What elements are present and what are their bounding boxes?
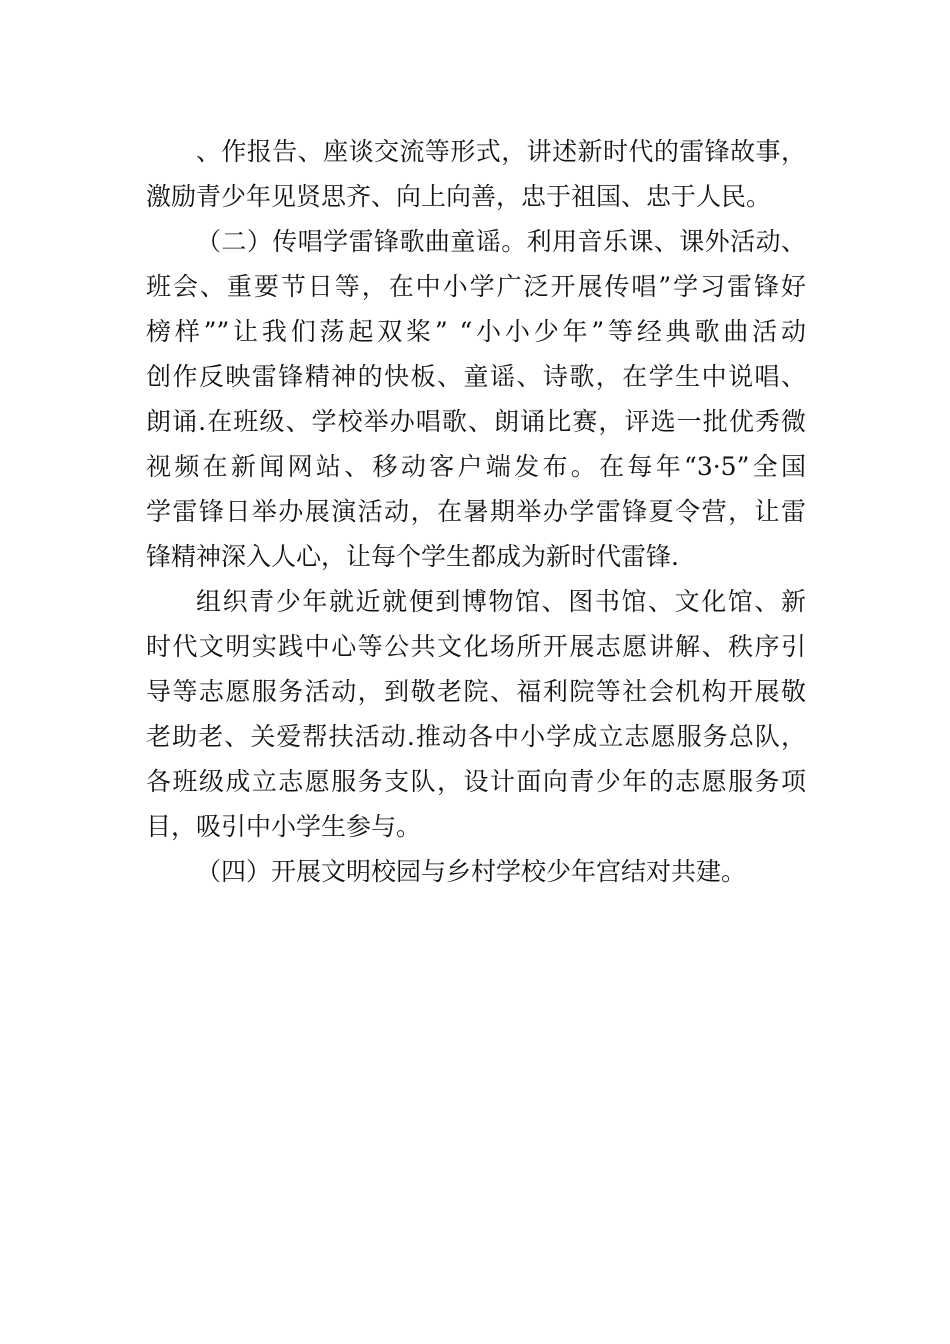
text-line: 创作反映雷锋精神的快板、童谣、诗歌，在学生中说唱、 [146,362,806,391]
text-line: 视频在新闻网站、移动客户端发布。在每年“3·5”全国 [146,452,806,481]
text-line: 目，吸引中小学生参与。 [146,812,422,841]
text-line: 各班级成立志愿服务支队，设计面向青少年的志愿服务项 [146,767,806,796]
text-line: 榜样””让我们荡起双桨” “小小少年”等经典歌曲活动 [146,317,806,346]
text-line: 老助老、关爱帮扶活动.推动各中小学成立志愿服务总队， [146,722,806,751]
text-line: 时代文明实践中心等公共文化场所开展志愿讲解、秩序引 [146,632,806,661]
text-line: 导等志愿服务活动，到敬老院、福利院等社会机构开展敬 [146,677,806,706]
text-line: 组织青少年就近就便到博物馆、图书馆、文化馆、新 [196,587,806,616]
text-line: （二）传唱学雷锋歌曲童谣。利用音乐课、课外活动、 [196,227,806,256]
text-line: 、作报告、座谈交流等形式，讲述新时代的雷锋故事， [196,137,806,166]
text-line: 朗诵.在班级、学校举办唱歌、朗诵比赛，评选一批优秀微 [146,407,806,436]
text-line: 班会、重要节日等，在中小学广泛开展传唱”学习雷锋好 [146,272,806,301]
text-line: 学雷锋日举办展演活动，在暑期举办学雷锋夏令营，让雷 [146,497,806,526]
text-line: 锋精神深入人心，让每个学生都成为新时代雷锋. [146,542,679,571]
text-line: 激励青少年见贤思齐、向上向善，忠于祖国、忠于人民。 [146,182,772,211]
text-line: （四）开展文明校园与乡村学校少年宫结对共建。 [196,857,747,886]
